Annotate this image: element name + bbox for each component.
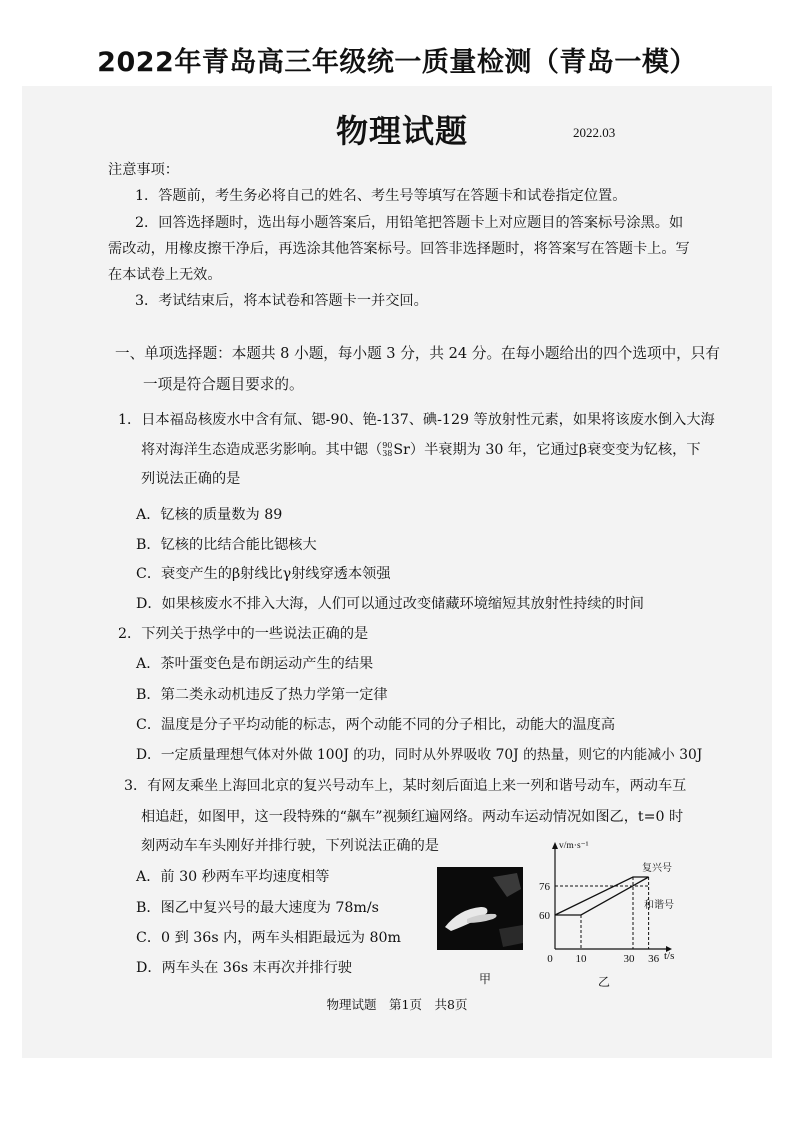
q2-option-c: C．温度是分子平均动能的标志，两个动能不同的分子相比，动能大的温度高 [136,717,616,733]
notice-item-2-line-3: 在本试卷上无效。 [108,267,222,283]
q2-option-d: D．一定质量理想气体对外做 100J 的功，同时从外界吸收 70J 的热量，则它的内能减小 30J [136,747,703,763]
y-tick-label-60: 60 [539,910,550,922]
section-heading-line-1: 一、单项选择题：本题共 8 小题，每小题 3 分，共 24 分。在每小题给出的四个选项中，只有 [115,345,720,362]
train-photo-figure [437,867,523,950]
x-tick-label-10: 10 [575,953,587,965]
figure-b-label: 乙 [598,975,611,989]
q1-option-a: A．钇核的质量数为 89 [136,507,283,523]
q2-option-b: B．第二类永动机违反了热力学第一定律 [136,687,388,703]
x-tick-label-30: 30 [623,953,635,965]
q3-option-a: A．前 30 秒两车平均速度相等 [136,869,330,885]
chart-series [555,877,649,915]
notice-item-2-line-1: 2．回答选择题时，选出每小题答案后，用铅笔把答题卡上对应题目的答案标号涂黑。如 [135,215,684,231]
y-axis-arrow [552,842,558,849]
q1-isotope-symbol: Sr [393,442,410,458]
q1-stem-line-1: 1．日本福岛核废水中含有氚、锶-90、铯-137、碘-129 等放射性元素，如果将该废水倒入大海 [118,412,715,428]
x-axis-label: t/s [664,950,675,962]
q3-stem-line-1: 3．有网友乘坐上海回北京的复兴号动车上，某时刻后面追上来一列和谐号动车，两动车互 [124,778,687,794]
q1-stem-line-2 [141,442,701,458]
q1-isotope-numbers [382,442,392,458]
train-photo-image [437,867,523,950]
q1-isotope-atomic: 38 [382,449,393,458]
q1-stem-line-2-pre: 将对海洋生态造成恶劣影响。其中锶（ [141,442,383,458]
series-label-fuxing: 复兴号 [642,863,672,874]
q1-option-b: B．钇核的比结合能比锶核大 [136,537,317,553]
chart-guides [555,877,649,949]
q1-option-c: C．衰变产生的β射线比γ射线穿透本领强 [136,566,391,582]
origin-label: 0 [547,953,553,965]
document-header-title: 2022年青岛高三年级统一质量检测（青岛一模） [97,47,697,78]
exam-title: 物理试题 [336,112,469,150]
q2-stem: 2．下列关于热学中的一些说法正确的是 [118,626,369,642]
y-tick-label-76: 76 [539,881,550,893]
q1-isotope-mass: 90 [382,441,393,450]
notice-item-3: 3．考试结束后，将本试卷和答题卡一并交回。 [135,293,428,309]
series-label-hexie: 和谐号 [644,900,674,911]
velocity-time-chart [530,838,680,968]
q1-stem-line-2-post: ）半衰期为 30 年，它通过β衰变变为钇核，下 [409,442,701,458]
y-axis-label: v/m·s⁻¹ [559,841,589,851]
q3-option-b: B．图乙中复兴号的最大速度为 78m/s [136,900,379,916]
notice-item-2-line-2: 需改动，用橡皮擦干净后，再选涂其他答案标号。回答非选择题时，将答案写在答题卡上。写 [108,241,690,257]
notice-heading: 注意事项： [108,162,179,178]
q1-option-d: D．如果核废水不排入大海，人们可以通过改变储藏环境缩短其放射性持续的时间 [136,596,644,612]
x-tick-label-36: 36 [648,953,660,965]
exam-date: 2022.03 [573,125,616,140]
series-line-fuxing [555,877,649,915]
notice-item-1: 1．答题前，考生务必将自己的姓名、考生号等填写在答题卡和试卷指定位置。 [135,188,627,204]
q3-option-d: D．两车头在 36s 末再次并排行驶 [136,960,352,976]
q3-stem-line-3: 刻两动车车头刚好并排行驶，下列说法正确的是 [141,838,439,854]
q2-option-a: A．茶叶蛋变色是布朗运动产生的结果 [136,656,374,672]
q1-stem-line-3: 列说法正确的是 [141,471,241,487]
page-footer: 物理试题 第1页 共8页 [326,997,468,1012]
q3-option-c: C．0 到 36s 内，两车头相距最远为 80m [136,930,402,946]
chart-labels [539,841,674,965]
figure-a-label: 甲 [479,972,492,986]
q3-stem-line-2: 相追赶，如图甲，这一段特殊的“飙车”视频红遍网络。两动车运动情况如图乙，t=0 时 [141,809,684,825]
series-line-hexie [555,877,649,915]
section-heading-line-2: 一项是符合题目要求的。 [143,376,304,393]
